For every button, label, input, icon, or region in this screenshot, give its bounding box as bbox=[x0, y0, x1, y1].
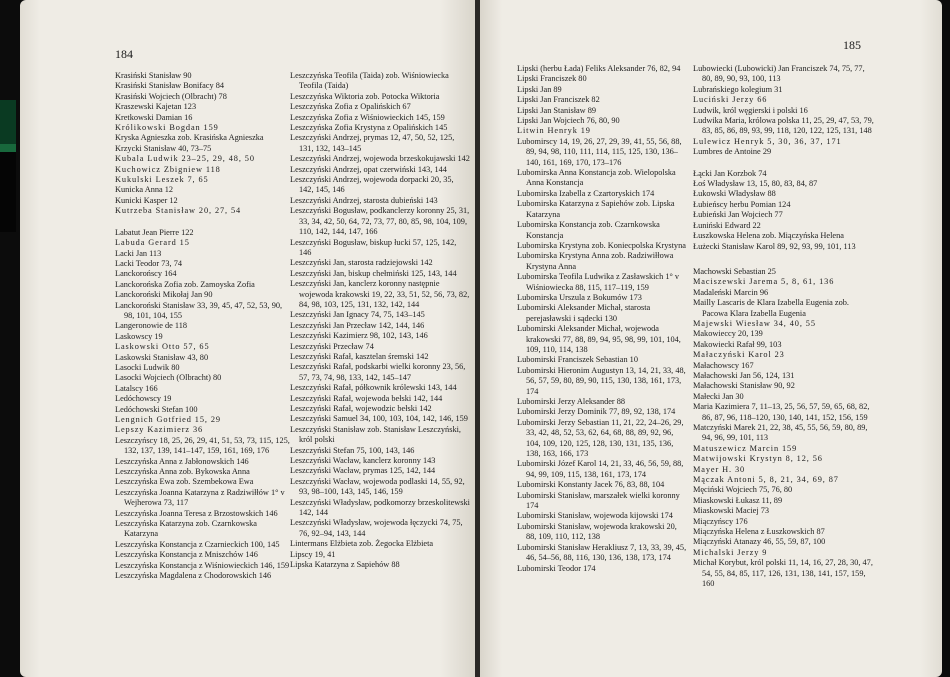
index-entry: Ludwik, król węgierski i polski 16 bbox=[693, 105, 808, 115]
index-entry: Leszczyński Rafał, półkownik królewski 143, 144 bbox=[290, 383, 457, 393]
index-entry: Miączyńska Helena z Łuszkowskich 87 bbox=[693, 527, 825, 537]
index-entry: Lubomirska Izabella z Czartoryskich 174 bbox=[517, 188, 655, 198]
index-entry: Lipscy 19, 41 bbox=[290, 549, 336, 559]
index-entry: Leszczyński Wacław, kanclerz koronny 143 bbox=[290, 456, 436, 466]
index-entry: Leszczyński Rafał, kasztelan śremski 142 bbox=[290, 351, 429, 361]
index-entry: Lubomirska Krystyna zob. Koniecpolska Krystyna bbox=[517, 240, 686, 250]
index-entry: Laskowski Otto 57, 65 bbox=[115, 342, 210, 352]
index-entry: Leszczyńska Zofia Krystyna z Opalińskich 145 bbox=[290, 123, 448, 133]
index-entry: Latalscy 166 bbox=[115, 383, 158, 393]
index-entry: Lengnich Gotfried 15, 29 bbox=[115, 415, 221, 424]
index-entry: Lubomirski Jerzy Dominik 77, 89, 92, 138, 174 bbox=[517, 407, 676, 417]
index-entry: Lanckorońska Zofia zob. Zamoyska Zofia bbox=[115, 279, 255, 289]
index-entry: Miaskowski Łukasz 11, 89 bbox=[693, 495, 783, 505]
index-entry: Leszczyński Rafał, wojewoda bełski 142, 144 bbox=[290, 393, 443, 403]
index-entry: Laskowski Stanisław 43, 80 bbox=[115, 352, 209, 362]
index-entry: Lubowiecki (Lubowicki) Jan Franciszek 74, 75, 77, 80, 89, 90, 93, 100, 113 bbox=[693, 64, 865, 84]
index-entry: Łukowski Władysław 88 bbox=[693, 189, 776, 199]
letter-section-gap bbox=[693, 158, 875, 169]
index-entry: Ledóchowscy 19 bbox=[115, 394, 172, 404]
index-entry: Mailly Lascaris de Klara Izabella Eugenia zob. Pacowa Klara Izabella Eugenia bbox=[693, 298, 849, 318]
index-entry: Lacki Jan 113 bbox=[115, 248, 162, 258]
index-entry: Leszczyńska Zofia z Opalińskich 67 bbox=[290, 102, 411, 112]
index-entry: Labatut Jean Pierre 122 bbox=[115, 227, 194, 237]
index-entry: Łubieński Jan Wojciech 77 bbox=[693, 210, 783, 220]
index-entry: Leszczyńska Katarzyna zob. Czarnkowska Katarzyna bbox=[115, 519, 257, 539]
index-entry: Madaleński Marcin 96 bbox=[693, 287, 769, 297]
index-entry: Leszczyński Wacław, wojewoda podlaski 14, 55, 92, 93, 98–100, 143, 145, 146, 159 bbox=[290, 476, 465, 497]
index-entry: Leszczyńska Magdalena z Chodorowskich 146 bbox=[115, 571, 272, 581]
index-entry: Kuchowicz Zbigniew 118 bbox=[115, 164, 221, 174]
index-entry: Matczyński Marek 21, 22, 38, 45, 55, 56, 59, 80, 89, 94, 96, 99, 101, 113 bbox=[693, 423, 868, 443]
index-entry: Michał Korybut, król polski 11, 14, 16, 27, 28, 30, 47, 54, 55, 84, 85, 117, 126, 131, 138, 141, 157, 159, 160 bbox=[693, 558, 873, 589]
index-entry: Leszczyński Rafał, podskarbi wielki koronny 23, 56, 57, 73, 74, 98, 133, 142, 145–147 bbox=[290, 362, 466, 382]
index-entry: Lepszy Kazimierz 36 bbox=[115, 425, 204, 435]
index-entry: Lubomirski Jerzy Aleksander 88 bbox=[517, 397, 626, 406]
black-tab-marker bbox=[0, 152, 16, 232]
index-entry: Lubomirska Konstancja zob. Czarnkowska Konstancja bbox=[517, 220, 660, 240]
index-entry: Łoś Władysław 13, 15, 80, 83, 84, 87 bbox=[693, 179, 818, 189]
left-page bbox=[20, 0, 475, 677]
index-entry: Kubala Ludwik 23–25, 29, 48, 50 bbox=[115, 154, 255, 164]
index-entry: Lubomirski Aleksander Michał, wojewoda krakowski 77, 88, 89, 94, 95, 98, 99, 101, 104, 109, 110, 114, 138 bbox=[517, 324, 681, 354]
index-entry: Leszczyńscy 18, 25, 26, 29, 41, 51, 53, 73, 115, 125, 132, 137, 139, 141–147, 159, 161, 169, 176 bbox=[115, 435, 290, 456]
index-entry: Leszczyńska Zofia z Wiśniowieckich 145, 159 bbox=[290, 112, 445, 122]
index-entry: Kraszewski Kajetan 123 bbox=[115, 102, 197, 112]
index-entry: Lubomirscy 14, 19, 26, 27, 29, 39, 41, 55, 56, 88, 89, 94, 98, 110, 111, 114, 115, 125, 130, 136–140, 161, 169, 170, 173–176 bbox=[517, 136, 682, 167]
index-entry: Lubomirska Krystyna Anna zob. Radziwiłłowa Krystyna Anna bbox=[517, 251, 674, 271]
index-entry: Mączak Antoni 5, 8, 21, 34, 69, 87 bbox=[693, 475, 839, 485]
index-entry: Lubomirska Urszula z Bokumów 173 bbox=[517, 292, 642, 302]
index-entry: Lulewicz Henryk 5, 30, 36, 37, 171 bbox=[693, 136, 842, 146]
index-entry: Matwijowski Krystyn 8, 12, 56 bbox=[693, 454, 823, 464]
green-tab-marker bbox=[0, 100, 16, 144]
index-entry: Męciński Wojciech 75, 76, 80 bbox=[693, 485, 793, 495]
index-entry: Łużecki Stanisław Karol 89, 92, 93, 99, 101, 113 bbox=[693, 241, 856, 251]
index-entry: Miączyński Atanazy 46, 55, 59, 87, 100 bbox=[693, 537, 826, 547]
index-entry: Laskowscy 19 bbox=[115, 331, 163, 341]
index-column-1 bbox=[115, 71, 293, 582]
index-entry: Leszczyńska Konstancja z Czarnieckich 100, 145 bbox=[115, 539, 280, 549]
index-entry: Krasiński Stanisław Bonifacy 84 bbox=[115, 81, 224, 91]
index-entry: Leszczyńska Anna z Jabłonowskich 146 bbox=[115, 456, 249, 466]
index-entry: Machowski Sebastian 25 bbox=[693, 266, 776, 276]
index-entry: Lubrańskiego kolegium 31 bbox=[693, 84, 783, 94]
index-entry: Leszczyński Jan Ignacy 74, 75, 143–145 bbox=[290, 310, 425, 320]
index-entry: Labuda Gerard 15 bbox=[115, 238, 190, 248]
index-entry: Litwin Henryk 19 bbox=[517, 126, 591, 136]
index-entry: Lipski Franciszek 80 bbox=[517, 74, 587, 84]
index-entry: Leszczyńska Konstancja z Wiśniowieckich 146, 159 bbox=[115, 560, 290, 570]
index-entry: Łuniński Edward 22 bbox=[693, 220, 761, 230]
index-entry: Leszczyńska Joanna Teresa z Brzostowskich 146 bbox=[115, 508, 278, 518]
index-entry: Leszczyński Bogusław, podkanclerzy koronny 25, 31, 33, 34, 42, 50, 64, 72, 73, 77, 80, 85, 98, 104, 109, 110, 142, 144, 147, 166 bbox=[290, 206, 470, 237]
index-entry: Krzycki Stanisław 40, 73–75 bbox=[115, 143, 212, 153]
index-entry: Lasocki Ludwik 80 bbox=[115, 362, 180, 372]
index-entry: Lumbres de Antoine 29 bbox=[693, 147, 772, 157]
right-page bbox=[480, 0, 942, 677]
index-entry: Łuszkowska Helena zob. Miączyńska Helena bbox=[693, 231, 844, 241]
index-entry: Leszczyński Samuel 34, 100, 103, 104, 142, 146, 159 bbox=[290, 414, 468, 424]
index-entry: Lubomirski Stanisław, wojewoda krakowski 20, 88, 109, 110, 112, 138 bbox=[517, 521, 677, 542]
index-entry: Lubomirski Franciszek Sebastian 10 bbox=[517, 355, 638, 365]
index-entry: Lanckoroński Mikołaj Jan 90 bbox=[115, 290, 213, 300]
index-entry: Maria Kazimiera 7, 11–13, 25, 56, 57, 59, 65, 68, 82, 86, 87, 96, 118–120, 130, 140, 141, 152, 156, 159 bbox=[693, 402, 870, 422]
index-entry: Leszczyńska Ewa zob. Szembekowa Ewa bbox=[115, 477, 254, 487]
index-entry: Mayer H. 30 bbox=[693, 464, 746, 474]
index-entry: Łubieńscy herbu Pomian 124 bbox=[693, 199, 791, 209]
index-entry: Lipski Jan Franciszek 82 bbox=[517, 95, 600, 105]
index-entry: Lubomirski Aleksander Michał, starosta perejasławski i sądecki 130 bbox=[517, 303, 651, 323]
index-entry: Leszczyński Władysław, podkomorzy brzeskolitewski 142, 144 bbox=[290, 497, 470, 518]
index-entry: Lanckoroński Stanisław 33, 39, 45, 47, 52, 53, 90, 98, 101, 104, 155 bbox=[115, 300, 283, 320]
index-entry: Lubomirska Teofila Ludwika z Zasławskich 1° v Wiśniowiecka 88, 115, 117–119, 159 bbox=[517, 272, 680, 292]
index-entry: Leszczyński Przecław 74 bbox=[290, 341, 374, 351]
letter-section-gap bbox=[115, 217, 293, 228]
index-entry: Leszczyńska Konstancja z Mniszchów 146 bbox=[115, 550, 258, 560]
index-entry: Lipski (herbu Łada) Feliks Aleksander 76, 82, 94 bbox=[517, 64, 681, 73]
index-entry: Lintermans Elżbieta zob. Żegocka Elżbieta bbox=[290, 539, 434, 549]
index-entry: Leszczyński Jan, starosta radziejowski 142 bbox=[290, 258, 433, 268]
index-entry: Leszczyński Andrzej, opat czerwiński 143, 144 bbox=[290, 164, 447, 174]
index-entry: Kukulski Leszek 7, 65 bbox=[115, 175, 209, 185]
index-entry: Leszczyńska Anna zob. Bykowska Anna bbox=[115, 467, 250, 477]
index-entry: Lubomirski Hieronim Augustyn 13, 14, 21, 33, 48, 56, 57, 59, 80, 89, 90, 115, 130, 138, 161, 173, 174 bbox=[517, 365, 686, 396]
index-entry: Lubomirski Józef Karol 14, 21, 33, 46, 56, 59, 88, 94, 99, 109, 115, 138, 161, 173, 174 bbox=[517, 459, 684, 479]
index-entry: Małachowski Jan 56, 124, 131 bbox=[693, 370, 795, 380]
index-entry: Leszczyński Stefan 75, 100, 143, 146 bbox=[290, 445, 415, 455]
index-entry: Małachowscy 167 bbox=[693, 360, 754, 370]
index-entry: Lacki Teodor 73, 74 bbox=[115, 258, 183, 268]
index-entry: Krasiński Wojciech (Olbracht) 78 bbox=[115, 91, 227, 101]
index-column-2 bbox=[290, 71, 470, 571]
index-entry: Ludwika Maria, królowa polska 11, 25, 29, 47, 53, 79, 83, 85, 86, 89, 93, 99, 118, 120, 122, 125, 131, 148 bbox=[693, 116, 874, 136]
index-entry: Miaskowski Maciej 73 bbox=[693, 506, 770, 516]
index-entry: Lipska Katarzyna z Sapiehów 88 bbox=[290, 560, 400, 570]
index-entry: Leszczyńska Joanna Katarzyna z Radziwiłłów 1° v Wejherowa 73, 117 bbox=[115, 487, 285, 508]
index-entry: Kryska Agnieszka zob. Krasińska Agnieszka bbox=[115, 133, 264, 143]
index-entry: Maciszewski Jarema 5, 8, 61, 136 bbox=[693, 277, 835, 287]
page-number-right: 185 bbox=[843, 38, 861, 52]
index-entry: Krasiński Stanisław 90 bbox=[115, 71, 192, 80]
index-entry: Lasocki Wojciech (Olbracht) 80 bbox=[115, 373, 222, 383]
index-entry: Makowiecki Rafał 99, 103 bbox=[693, 339, 782, 349]
index-entry: Lubomirska Katarzyna z Sapiehów zob. Lipska Katarzyna bbox=[517, 199, 675, 219]
index-entry: Lubomirski Stanisław, wojewoda kijowski 174 bbox=[517, 511, 673, 521]
index-entry: Leszczyńska Wiktoria zob. Potocka Wiktoria bbox=[290, 91, 440, 101]
index-entry: Leszczyński Andrzej, wojewoda brzeskokujawski 142 bbox=[290, 154, 470, 164]
index-entry: Kretkowski Damian 16 bbox=[115, 112, 193, 122]
index-entry: Langeronowie de 118 bbox=[115, 321, 188, 331]
index-entry: Leszczyński Władysław, wojewoda łęczycki 74, 75, 76, 92–94, 143, 144 bbox=[290, 518, 463, 538]
index-entry: Leszczyński Jan, kanclerz koronny następnie wojewoda krakowski 19, 22, 33, 51, 52, 56, 73, 82, 84, 98, 103, 125, 131, 132, 142, 144 bbox=[290, 279, 470, 309]
index-entry: Leszczyński Jan Przecław 142, 144, 146 bbox=[290, 320, 425, 330]
index-entry: Kunicka Anna 12 bbox=[115, 185, 174, 195]
index-entry: Leszczyński Bogusław, biskup łucki 57, 125, 142, 146 bbox=[290, 237, 457, 257]
index-entry: Makowieccy 20, 139 bbox=[693, 329, 763, 339]
index-entry: Lipski Jan Stanisław 89 bbox=[517, 105, 597, 115]
index-entry: Miączyńscy 176 bbox=[693, 516, 748, 526]
index-entry: Leszczyński Andrzej, prymas 12, 47, 50, 52, 125, 131, 132, 143–145 bbox=[290, 133, 455, 153]
index-entry: Leszczyński Jan, biskup chełmiński 125, 143, 144 bbox=[290, 268, 457, 278]
page-number-left: 184 bbox=[115, 47, 133, 61]
index-entry: Małecki Jan 30 bbox=[693, 391, 744, 401]
index-entry: Leszczyński Andrzej, wojewoda dorpacki 20, 35, 142, 145, 146 bbox=[290, 175, 454, 195]
index-entry: Małachowski Stanisław 90, 92 bbox=[693, 381, 795, 391]
green-tab-marker-light bbox=[0, 144, 16, 152]
index-entry: Lubomirski Stanisław Herakliusz 7, 13, 33, 39, 45, 46, 54–56, 88, 116, 130, 136, 138, 173, 174 bbox=[517, 542, 687, 563]
index-entry: Kutrzeba Stanisław 20, 27, 54 bbox=[115, 206, 242, 216]
index-entry: Ledóchowski Stefan 100 bbox=[115, 404, 198, 414]
index-entry: Lubomirski Konstanty Jacek 76, 83, 88, 104 bbox=[517, 480, 665, 490]
index-entry: Kunicki Kasper 12 bbox=[115, 195, 178, 205]
index-entry: Leszczyńska Teofila (Taida) zob. Wiśniowiecka Teofila (Taida) bbox=[290, 71, 449, 91]
index-entry: Łącki Jan Korzbok 74 bbox=[693, 168, 767, 178]
index-entry: Michalski Jerzy 9 bbox=[693, 547, 768, 557]
index-entry: Lubomirska Anna Konstancja zob. Wielopolska Anna Konstancja bbox=[517, 168, 676, 188]
index-entry: Majewski Wiesław 34, 40, 55 bbox=[693, 318, 816, 328]
index-entry: Królikowski Bogdan 159 bbox=[115, 123, 219, 133]
index-entry: Lipski Jan 89 bbox=[517, 84, 562, 94]
index-column-3 bbox=[517, 64, 687, 574]
index-entry: Luciński Jerzy 66 bbox=[693, 95, 768, 105]
index-entry: Matuszewicz Marcin 159 bbox=[693, 443, 798, 453]
letter-section-gap bbox=[693, 252, 875, 267]
index-entry: Lanckorońscy 164 bbox=[115, 269, 177, 279]
index-entry: Leszczyński Kazimierz 98, 102, 143, 146 bbox=[290, 331, 428, 341]
index-entry: Lipski Jan Wojciech 76, 80, 90 bbox=[517, 116, 620, 126]
index-entry: Małaczyński Karol 23 bbox=[693, 350, 785, 360]
index-entry: Leszczyński Rafał, wojewodzic bełski 142 bbox=[290, 404, 432, 413]
index-column-4 bbox=[693, 64, 875, 590]
index-entry: Lubomirski Teodor 174 bbox=[517, 563, 596, 573]
index-entry: Lubomirski Jerzy Sebastian 11, 21, 22, 24–26, 29, 33, 42, 48, 52, 53, 62, 64, 68, 88, 89, 92, 96, 104, 109, 120, 125, 128, 130, 131, 135, 136, 138, 163, 166, 173 bbox=[517, 417, 684, 459]
index-entry: Lubomirski Stanisław, marszałek wielki koronny 174 bbox=[517, 490, 680, 511]
index-entry: Leszczyński Wacław, prymas 125, 142, 144 bbox=[290, 466, 436, 476]
index-entry: Leszczyński Stanisław zob. Stanisław Leszczyński, król polski bbox=[290, 424, 461, 445]
index-entry: Leszczyński Andrzej, starosta dubieński 143 bbox=[290, 195, 438, 205]
